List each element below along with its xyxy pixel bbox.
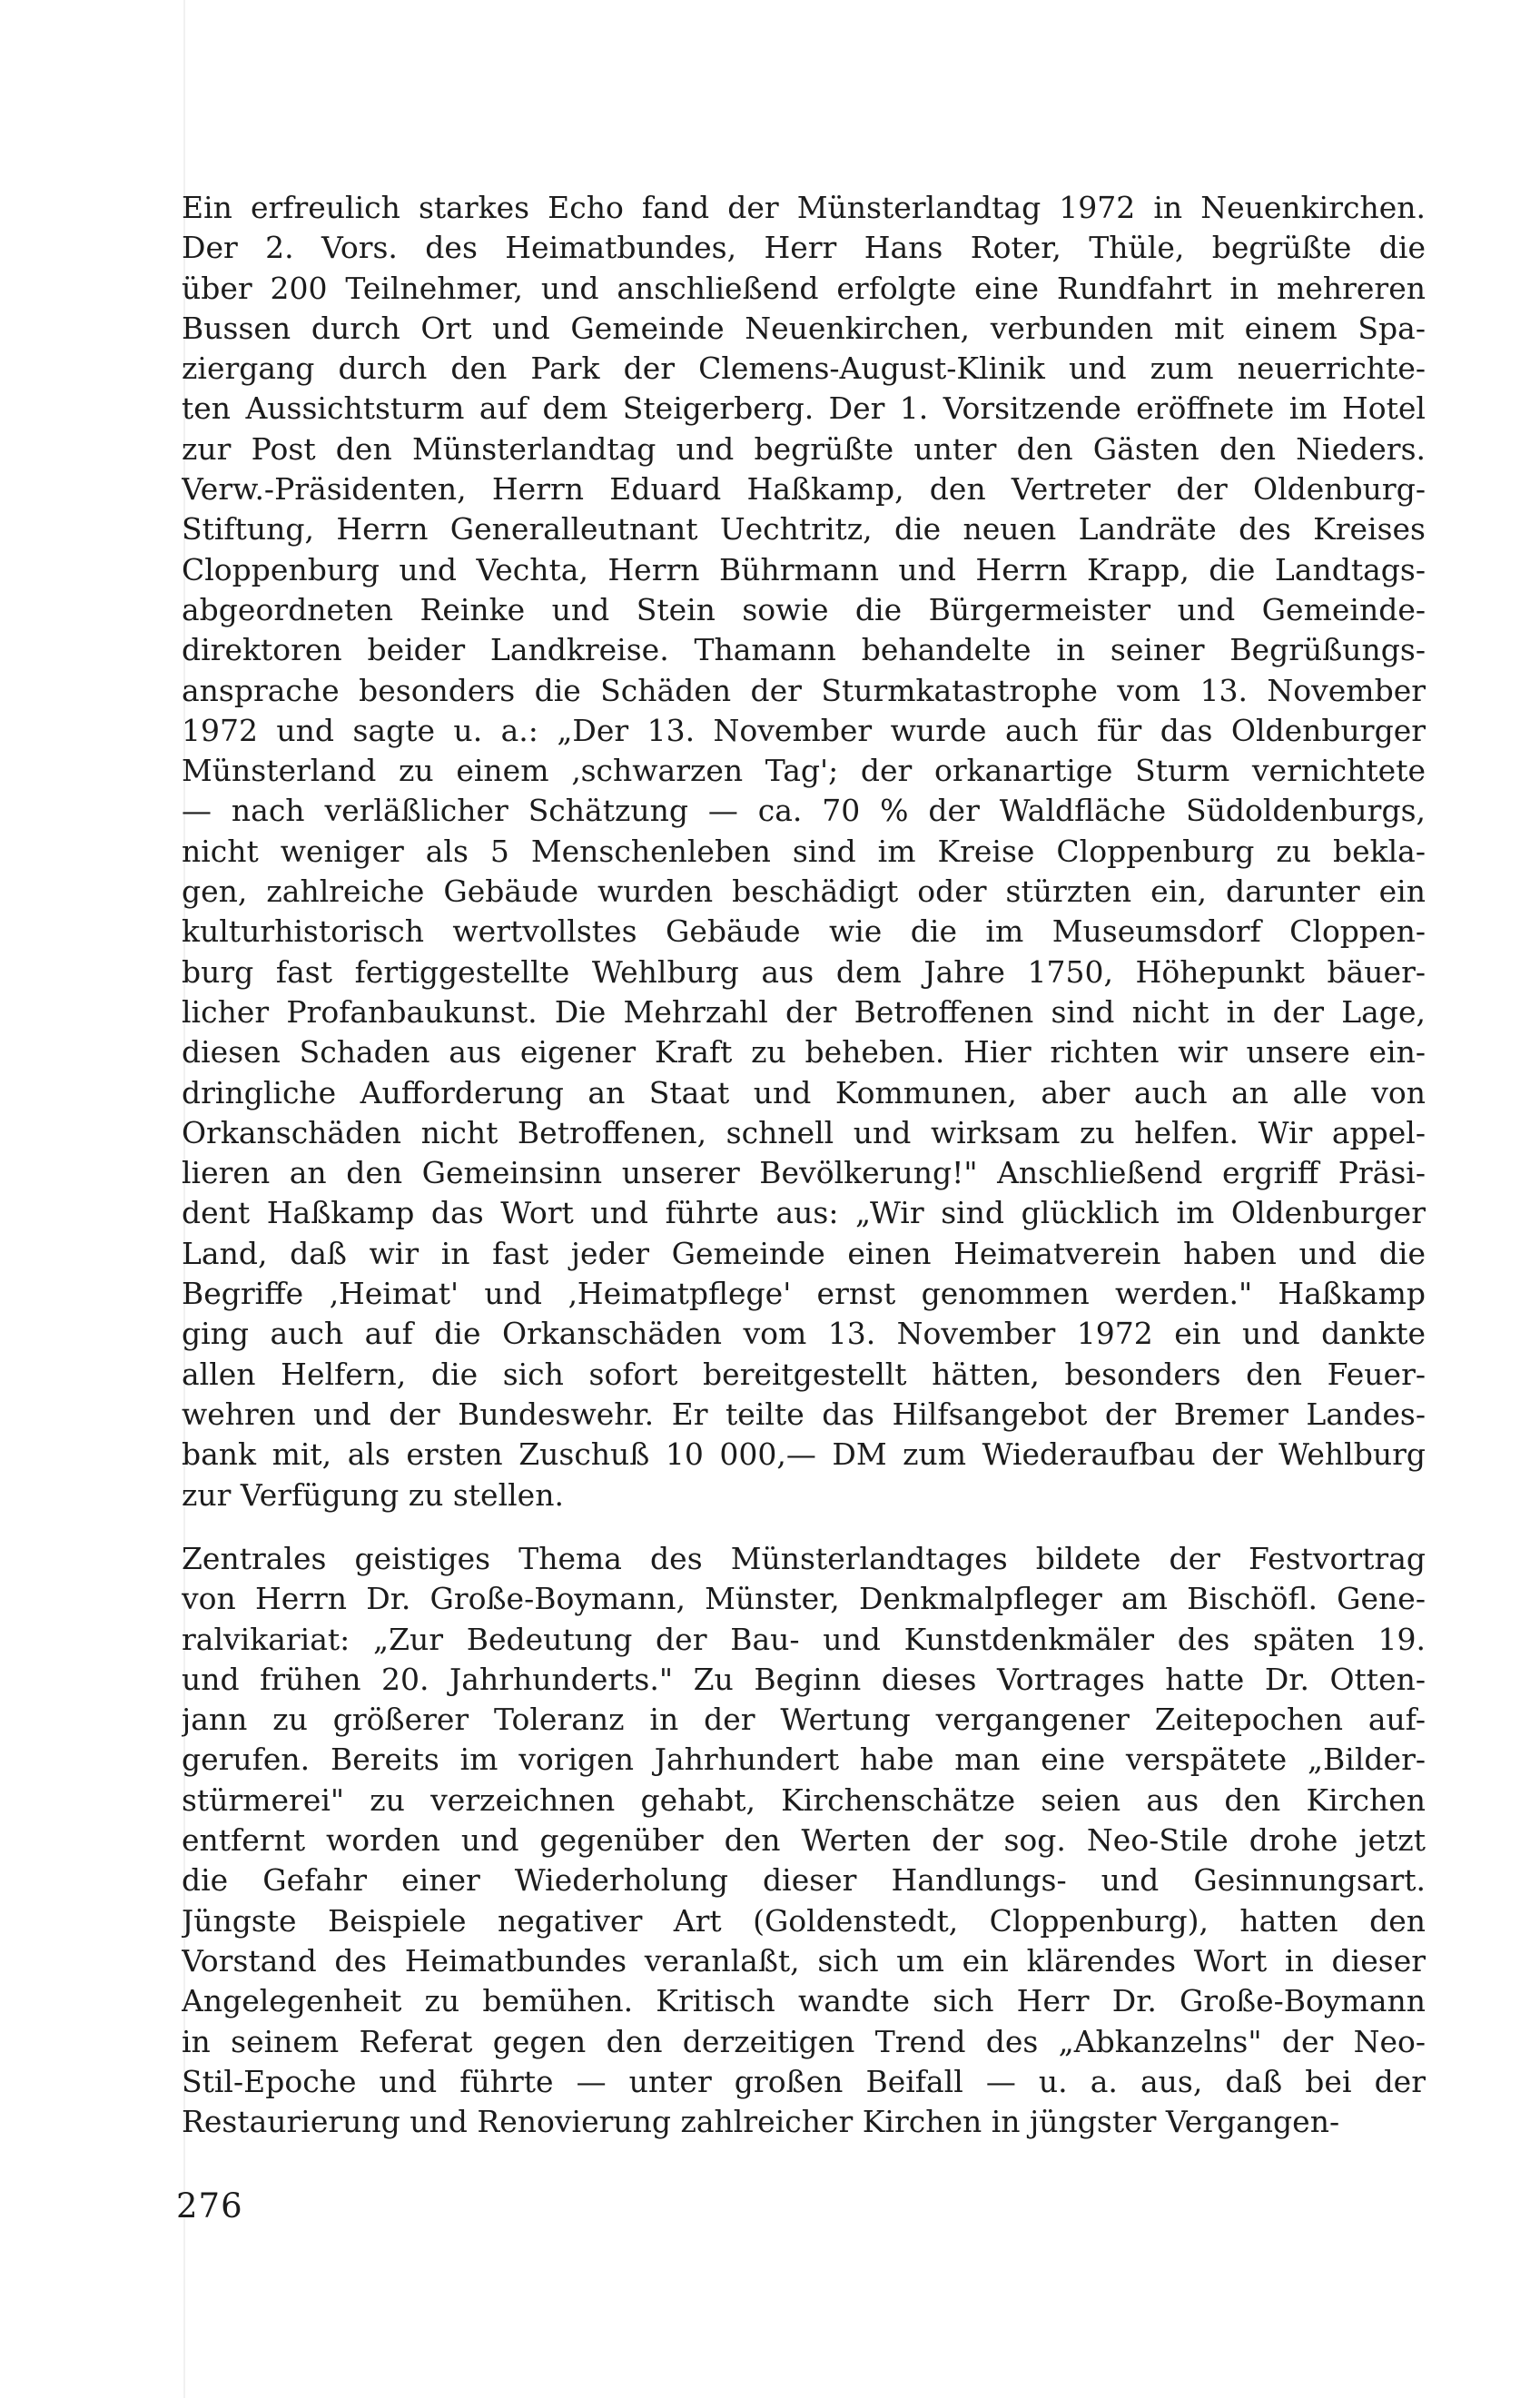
text-line: abgeordneten Reinke und Stein sowie die Bürgermeister und Gemeinde- bbox=[182, 591, 1426, 627]
text-line: ten Aussichtsturm auf dem Steigerberg. Der 1. Vorsitzende eröffnete im Hotel bbox=[182, 390, 1426, 427]
text-line: bank mit, als ersten Zuschuß 10 000,— DM zum Wiederaufbau der Wehlburg bbox=[182, 1436, 1426, 1473]
text-line: zur Verfügung zu stellen. bbox=[182, 1476, 564, 1513]
text-line: die Gefahr einer Wiederholung dieser Handlungs- und Gesinnungsart. bbox=[182, 1862, 1426, 1899]
text-line: Land, daß wir in fast jeder Gemeinde einen Heimatverein haben und die bbox=[182, 1235, 1426, 1271]
text-line: lieren an den Gemeinsinn unserer Bevölkerung!" Anschließend ergriff Präsi- bbox=[182, 1155, 1426, 1191]
text-line: Restaurierung und Renovierung zahlreicher Kirchen in jüngster Vergangen- bbox=[182, 2104, 1340, 2140]
text-line: allen Helfern, die sich sofort bereitgestellt hätten, besonders den Feuer- bbox=[182, 1356, 1426, 1392]
text-line: dent Haßkamp das Wort und führte aus: „Wir sind glücklich im Oldenburger bbox=[182, 1195, 1426, 1231]
text-line: von Herrn Dr. Große-Boymann, Münster, Denkmalpfleger am Bischöfl. Gene- bbox=[182, 1581, 1426, 1617]
text-line: ziergang durch den Park der Clemens-August-Klinik und zum neuerrichte- bbox=[182, 350, 1426, 387]
paragraph-2 bbox=[182, 1539, 1426, 2142]
text-line: licher Profanbaukunst. Die Mehrzahl der Betroffenen sind nicht in der Lage, bbox=[182, 993, 1426, 1030]
text-line: Begriffe ‚Heimat' und ‚Heimatpflege' ernst genommen werden." Haßkamp bbox=[182, 1276, 1426, 1312]
paragraph-1 bbox=[182, 188, 1426, 1515]
text-line: Verw.-Präsidenten, Herrn Eduard Haßkamp, den Vertreter der Oldenburg- bbox=[182, 471, 1426, 508]
text-line: Münsterland zu einem ‚schwarzen Tag'; der orkanartige Sturm vernichtete bbox=[182, 753, 1426, 789]
text-line: diesen Schaden aus eigener Kraft zu beheben. Hier richten wir unsere ein- bbox=[182, 1034, 1426, 1071]
text-line: über 200 Teilnehmer, und anschließend erfolgte eine Rundfahrt in mehreren bbox=[182, 270, 1426, 306]
text-line: 1972 und sagte u. a.: „Der 13. November wurde auch für das Oldenburger bbox=[182, 712, 1426, 748]
text-line: ging auch auf die Orkanschäden vom 13. November 1972 ein und dankte bbox=[182, 1316, 1426, 1352]
text-line: Stil-Epoche und führte — unter großen Beifall — u. a. aus, daß bei der bbox=[182, 2063, 1426, 2099]
text-line: direktoren beider Landkreise. Thamann behandelte in seiner Begrüßungs- bbox=[182, 632, 1426, 668]
text-line: in seinem Referat gegen den derzeitigen Trend des „Abkanzelns" der Neo- bbox=[182, 2023, 1426, 2059]
text-line: Stiftung, Herrn Generalleutnant Uechtritz, die neuen Landräte des Kreises bbox=[182, 511, 1426, 548]
text-line: zur Post den Münsterlandtag und begrüßte unter den Gästen den Nieders. bbox=[182, 430, 1426, 467]
text-line: entfernt worden und gegenüber den Werten der sog. Neo-Stile drohe jetzt bbox=[182, 1822, 1426, 1859]
text-line: kulturhistorisch wertvollstes Gebäude wie die im Museumsdorf Cloppen- bbox=[182, 913, 1426, 950]
text-line: burg fast fertiggestellte Wehlburg aus dem Jahre 1750, Höhepunkt bäuer- bbox=[182, 953, 1426, 990]
text-line: jann zu größerer Toleranz in der Wertung vergangener Zeitepochen auf- bbox=[182, 1702, 1426, 1738]
text-line: gerufen. Bereits im vorigen Jahrhundert habe man eine verspätete „Bilder- bbox=[182, 1742, 1426, 1778]
text-line: ansprache besonders die Schäden der Sturmkatastrophe vom 13. November bbox=[182, 672, 1426, 708]
text-line: stürmerei" zu verzeichnen gehabt, Kirchenschätze seien aus den Kirchen bbox=[182, 1781, 1426, 1818]
text-line: nicht weniger als 5 Menschenleben sind im Kreise Cloppenburg zu bekla- bbox=[182, 833, 1426, 869]
text-line: gen, zahlreiche Gebäude wurden beschädigt oder stürzten ein, darunter ein bbox=[182, 873, 1426, 910]
text-line: — nach verläßlicher Schätzung — ca. 70 % der Waldfläche Südoldenburgs, bbox=[182, 793, 1426, 829]
text-line: Bussen durch Ort und Gemeinde Neuenkirchen, verbunden mit einem Spa- bbox=[182, 310, 1426, 346]
text-line: Zentrales geistiges Thema des Münsterlandtages bildete der Festvortrag bbox=[182, 1541, 1426, 1576]
page-number: 276 bbox=[176, 2186, 243, 2225]
text-line: Ein erfreulich starkes Echo fand der Münsterlandtag 1972 in Neuenkirchen. bbox=[182, 190, 1426, 225]
text-line: Orkanschäden nicht Betroffenen, schnell und wirksam zu helfen. Wir appel- bbox=[182, 1114, 1426, 1150]
text-line: Jüngste Beispiele negativer Art (Goldenstedt, Cloppenburg), hatten den bbox=[182, 1902, 1426, 1939]
text-line: Angelegenheit zu bemühen. Kritisch wandte sich Herr Dr. Große-Boymann bbox=[182, 1983, 1426, 2019]
text-line: und frühen 20. Jahrhunderts." Zu Beginn dieses Vortrages hatte Dr. Otten- bbox=[182, 1661, 1426, 1697]
text-line: wehren und der Bundeswehr. Er teilte das Hilfsangebot der Bremer Landes- bbox=[182, 1396, 1426, 1432]
text-line: Cloppenburg und Vechta, Herrn Bührmann und Herrn Krapp, die Landtags- bbox=[182, 551, 1426, 587]
text-line: ralvikariat: „Zur Bedeutung der Bau- und Kunstdenkmäler des späten 19. bbox=[182, 1621, 1426, 1657]
text-line: Der 2. Vors. des Heimatbundes, Herr Hans Roter, Thüle, begrüßte die bbox=[182, 230, 1426, 266]
text-line: dringliche Aufforderung an Staat und Kommunen, aber auch an alle von bbox=[182, 1074, 1426, 1110]
text-line: Vorstand des Heimatbundes veranlaßt, sich um ein klärendes Wort in dieser bbox=[182, 1942, 1426, 1979]
